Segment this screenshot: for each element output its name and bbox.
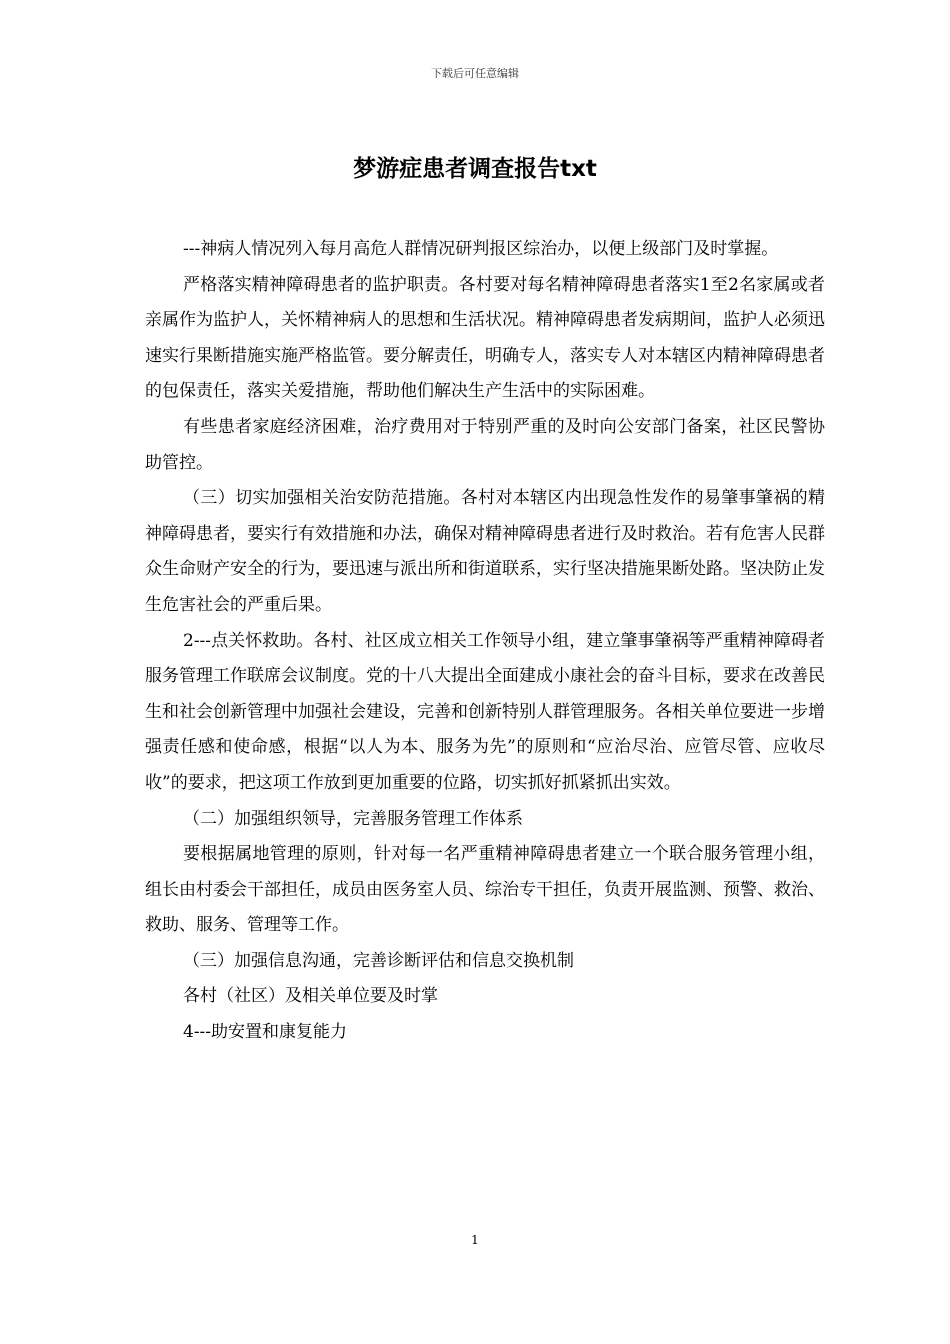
paragraph: （二）加强组织领导，完善服务管理工作体系 xyxy=(183,808,523,829)
page-header-note: 下载后可任意编辑 xyxy=(431,67,519,80)
paragraph: （三）加强信息沟通，完善诊断评估和信息交换机制 xyxy=(183,950,574,971)
paragraph: 4---助安置和康复能力 xyxy=(183,1022,348,1043)
document-title: 梦游症患者调查报告txt xyxy=(353,156,597,182)
paragraph: （三）切实加强相关治安防范措施。各村对本辖区内出现急性发作的易肇事肇祸的精神障碍患者，要实行有效措施和办法，确保对精神障碍患者进行及时救治。若有危害人民群众生命财产安全的行为，要迅速与派出所和街道联系，实行坚决措施果断处路。坚决防止发生危害社会的严重后果。 xyxy=(145,488,825,615)
document-body xyxy=(145,232,825,1051)
paragraph: 2---点关怀救助。各村、社区成立相关工作领导小组，建立肇事肇祸等严重精神障碍者服务管理工作联席会议制度。党的十八大提出全面建成小康社会的奋斗目标，要求在改善民生和社会创新管理中加强社会建设，完善和创新特别人群管理服务。各相关单位要进一步增强责任感和使命感，根据“以人为本、服务为先”的原则和“应治尽治、应管尽管、应收尽收”的要求，把这项工作放到更加重要的位路，切实抓好抓紧抓出实效。 xyxy=(145,630,825,793)
paragraph: 各村（社区）及相关单位要及时掌 xyxy=(183,986,438,1007)
paragraph: ---神病人情况列入每月高危人群情况研判报区综治办，以便上级部门及时掌握。 xyxy=(183,239,779,259)
paragraph: 有些患者家庭经济困难，治疗费用对于特别严重的及时向公安部门备案，社区民警协助管控。 xyxy=(145,416,825,473)
page-number: 1 xyxy=(471,1233,479,1247)
paragraph: 严格落实精神障碍患者的监护职责。各村要对每名精神障碍患者落实1至2名家属或者亲属作为监护人，关怀精神病人的思想和生活状况。精神障碍患者发病期间，监护人必须迅速实行果断措施实施严格监管。要分解责任，明确专人，落实专人对本辖区内精神障碍患者的包保责任，落实关爱措施，帮助他们解决生产生活中的实际困难。 xyxy=(145,274,825,402)
paragraph: 要根据属地管理的原则，针对每一名严重精神障碍患者建立一个联合服务管理小组，组长由村委会干部担任，成员由医务室人员、综治专干担任，负责开展监测、预警、救治、救助、服务、管理等工作。 xyxy=(145,844,825,936)
